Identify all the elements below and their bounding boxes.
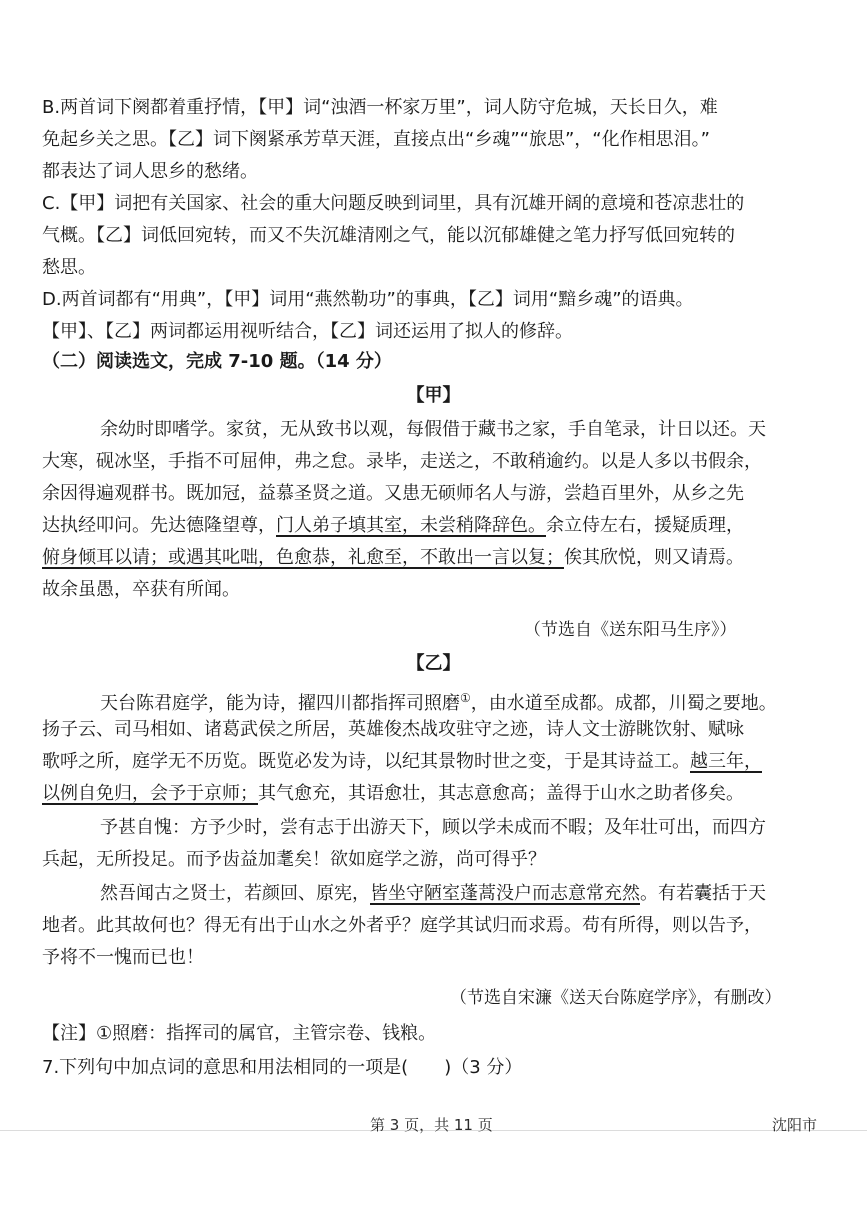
passage-b-title: 【乙】 <box>406 653 461 674</box>
option-c-line-2: 气概。【乙】词低回宛转，而又不失沉雄清刚之气，能以沉郁雄健之笔力抒写低回宛转的 <box>42 225 735 246</box>
underlined-sentence-b1-cont: 以例自免归，会予于京师； <box>42 783 258 804</box>
passage-a-line-1: 余幼时即嗜学。家贫，无从致书以观，每假借于藏书之家，手自笔录，计日以还。天 <box>100 419 766 440</box>
passage-b-line-4-tail: 其气愈充，其语愈壮，其志意愈高；盖得于山水之助者侈矣。 <box>258 783 744 804</box>
passage-a-line-6: 故余虽愚，卒获有所闻。 <box>42 579 240 600</box>
underlined-sentence-a1: 门人弟子填其室，未尝稍降辞色。 <box>276 515 546 536</box>
passage-a-title: 【甲】 <box>406 385 461 406</box>
option-c-line-3: 愁思。 <box>42 257 96 278</box>
passage-b-line-7-text: 然吾闻古之贤士，若颜回、原宪， <box>100 883 370 904</box>
passage-b-line-8: 地者。此其故何也？得无有出于山水之外者乎？庭学其试归而求焉。苟有所得，则以告予， <box>42 915 762 936</box>
passage-b-line-7 <box>100 882 766 906</box>
passage-b-line-7-tail: 。有若囊括于天 <box>640 883 766 904</box>
annotation-note: 【注】①照磨：指挥司的属官，主管宗卷、钱粮。 <box>42 1023 437 1044</box>
underlined-sentence-b1: 越三年， <box>690 751 762 772</box>
option-d-line-2: 【甲】、【乙】两词都运用视听结合，【乙】词还运用了拟人的修辞。 <box>42 321 573 342</box>
passage-b-line-1-text: 天台陈君庭学，能为诗，擢四川都指挥司照磨 <box>100 693 460 714</box>
passage-b-source: （节选自宋濂《送天台陈庭学序》，有删改） <box>450 988 782 1008</box>
underlined-sentence-a2: 俯身倾耳以请；或遇其叱咄，色愈恭，礼愈至，不敢出一言以复； <box>42 547 564 568</box>
city-label: 沈阳市 <box>772 1116 818 1134</box>
passage-a-line-4-tail: 余立侍左右，援疑质理， <box>546 515 744 536</box>
passage-b-line-5: 予甚自愧：方予少时，尝有志于出游天下，顾以学未成而不暇；及年壮可出，而四方 <box>100 817 766 838</box>
passage-b-line-2: 扬子云、司马相如、诸葛武侯之所居，英雄俊杰战攻驻守之迹，诗人文士游眺饮射、赋咏 <box>42 719 744 740</box>
passage-b-line-9: 予将不一愧而已也！ <box>42 947 204 968</box>
passage-a-line-5 <box>42 546 744 570</box>
passage-a-line-3: 余因得遍观群书。既加冠，益慕圣贤之道。又患无硕师名人与游，尝趋百里外，从乡之先 <box>42 483 744 504</box>
option-b-line-1: B.两首词下阕都着重抒情，【甲】词“浊酒一杯家万里”，词人防守危城，天长日久，难 <box>42 97 718 118</box>
passage-a-line-4-text: 达执经叩问。先达德隆望尊， <box>42 515 276 536</box>
passage-a-line-5-tail: 俟其欣悦，则又请焉。 <box>564 547 744 568</box>
passage-a-line-4 <box>42 514 744 538</box>
passage-b-line-3-text: 歌呼之所，庭学无不历览。既览必发为诗，以纪其景物时世之变，于是其诗益工。 <box>42 751 690 772</box>
passage-a-source: （节选自《送东阳马生序》） <box>524 620 737 640</box>
passage-a-line-2: 大寒，砚冰坚，手指不可屈伸，弗之怠。录毕，走送之，不敢稍逾约。以是人多以书假余， <box>42 451 762 472</box>
page-number: 第 3 页，共 11 页 <box>370 1116 493 1134</box>
option-b-line-2: 免起乡关之思。【乙】词下阕紧承芳草天涯，直接点出“乡魂”“旅思”，“化作相思泪。” <box>42 129 710 150</box>
passage-b-line-4 <box>42 782 744 806</box>
section-heading: （二）阅读选文，完成 7-10 题。（14 分） <box>42 351 392 372</box>
option-d-line-1: D.两首词都有“用典”，【甲】词用“燕然勒功”的事典，【乙】词用“黯乡魂”的语典。 <box>42 289 694 310</box>
passage-b-line-1 <box>100 686 777 716</box>
passage-b-line-1-tail: ，由水道至成都。成都，川蜀之要地。 <box>470 693 777 714</box>
option-b-line-3: 都表达了词人思乡的愁绪。 <box>42 161 258 182</box>
option-c-line-1: C.【甲】词把有关国家、社会的重大问题反映到词里，具有沉雄开阔的意境和苍凉悲壮的 <box>42 193 745 214</box>
passage-b-line-3 <box>42 750 762 774</box>
question-7: 7.下列句中加点词的意思和用法相同的一项是( )（3 分） <box>42 1057 523 1078</box>
passage-b-line-6: 兵起，无所投足。而予齿益加耄矣！欲如庭学之游，尚可得乎？ <box>42 849 546 870</box>
footnote-marker: ① <box>460 691 471 705</box>
underlined-sentence-b2: 皆坐守陋室蓬蒿没户而志意常充然 <box>370 883 640 904</box>
